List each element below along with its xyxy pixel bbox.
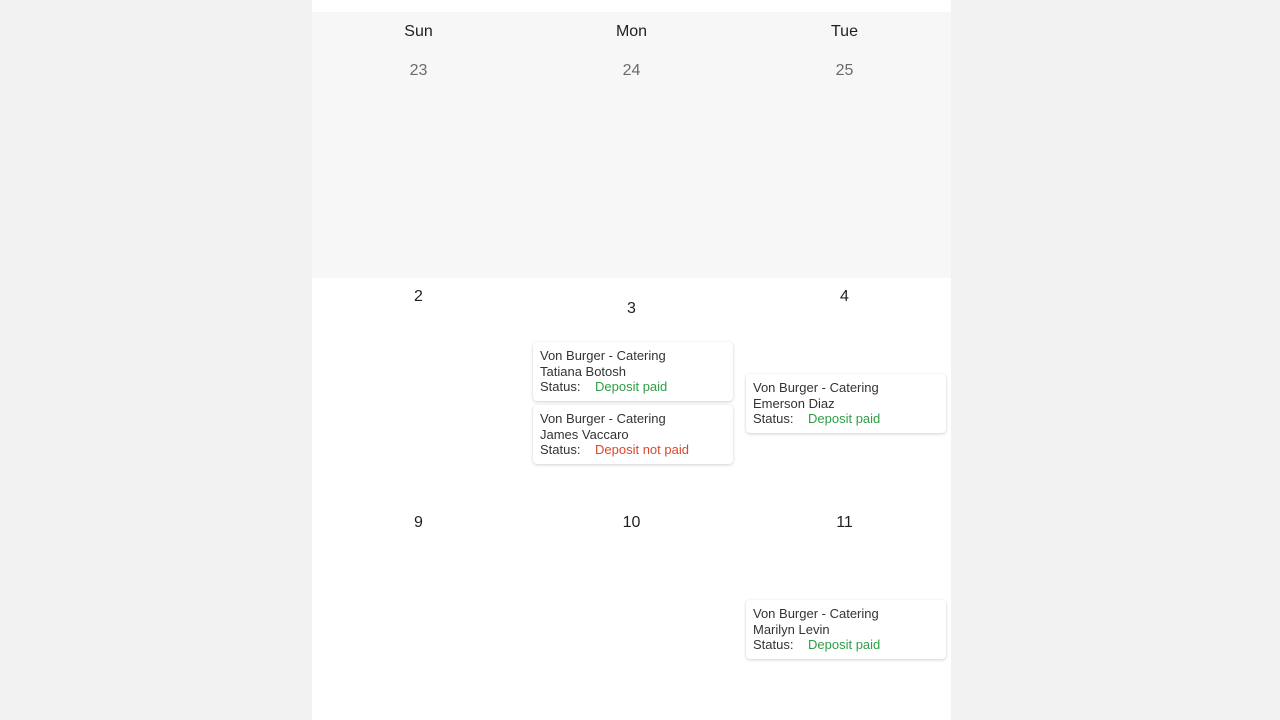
day-cell-tue-11[interactable] — [738, 504, 951, 720]
day-number: 25 — [835, 62, 854, 79]
day-number: 3 — [627, 300, 636, 317]
event-title: Von Burger - Catering — [753, 606, 879, 621]
day-number: 9 — [414, 514, 423, 531]
event-status-label: Status: — [540, 442, 581, 457]
day-name-mon: Mon — [615, 23, 648, 40]
day-number: 23 — [409, 62, 428, 79]
day-cell-sun-2[interactable] — [312, 278, 525, 504]
event-client-name: Emerson Diaz — [753, 395, 835, 411]
event-title: Von Burger - Catering — [540, 348, 666, 363]
day-cell-sun-9[interactable] — [312, 504, 525, 720]
day-number: 24 — [622, 62, 641, 79]
calendar-month-view — [312, 0, 951, 720]
event-client-name: Tatiana Botosh — [540, 363, 627, 379]
event-card[interactable] — [746, 600, 946, 659]
event-status-badge: Deposit paid — [808, 411, 881, 426]
event-status-label: Status: — [540, 379, 581, 394]
day-cell-sun-23[interactable] — [312, 12, 525, 278]
event-card[interactable] — [533, 342, 733, 401]
event-status-badge: Deposit not paid — [595, 442, 689, 457]
event-card[interactable] — [746, 374, 946, 433]
day-cell-mon-24[interactable] — [525, 12, 738, 278]
event-status-label: Status: — [753, 411, 794, 426]
day-name-tue: Tue — [831, 23, 858, 40]
day-number: 4 — [840, 288, 849, 305]
event-status-label: Status: — [753, 637, 794, 652]
day-number: 2 — [414, 288, 423, 305]
event-title: Von Burger - Catering — [753, 380, 879, 395]
event-card[interactable] — [533, 405, 733, 464]
day-number: 10 — [622, 514, 641, 531]
day-name-sun: Sun — [404, 23, 433, 40]
week-row — [312, 12, 951, 278]
week-row — [312, 278, 951, 505]
event-status-badge: Deposit paid — [595, 379, 668, 394]
day-cell-tue-4[interactable] — [738, 278, 951, 504]
week-row — [312, 504, 951, 720]
event-title: Von Burger - Catering — [540, 411, 666, 426]
day-cell-mon-3[interactable] — [525, 278, 738, 504]
event-status-badge: Deposit paid — [808, 637, 881, 652]
day-cell-mon-10[interactable] — [525, 504, 738, 720]
day-number: 11 — [836, 514, 853, 531]
calendar-top-strip — [312, 0, 951, 12]
event-client-name: James Vaccaro — [540, 426, 629, 442]
event-client-name: Marilyn Levin — [753, 621, 830, 637]
day-cell-tue-25[interactable] — [738, 12, 951, 278]
